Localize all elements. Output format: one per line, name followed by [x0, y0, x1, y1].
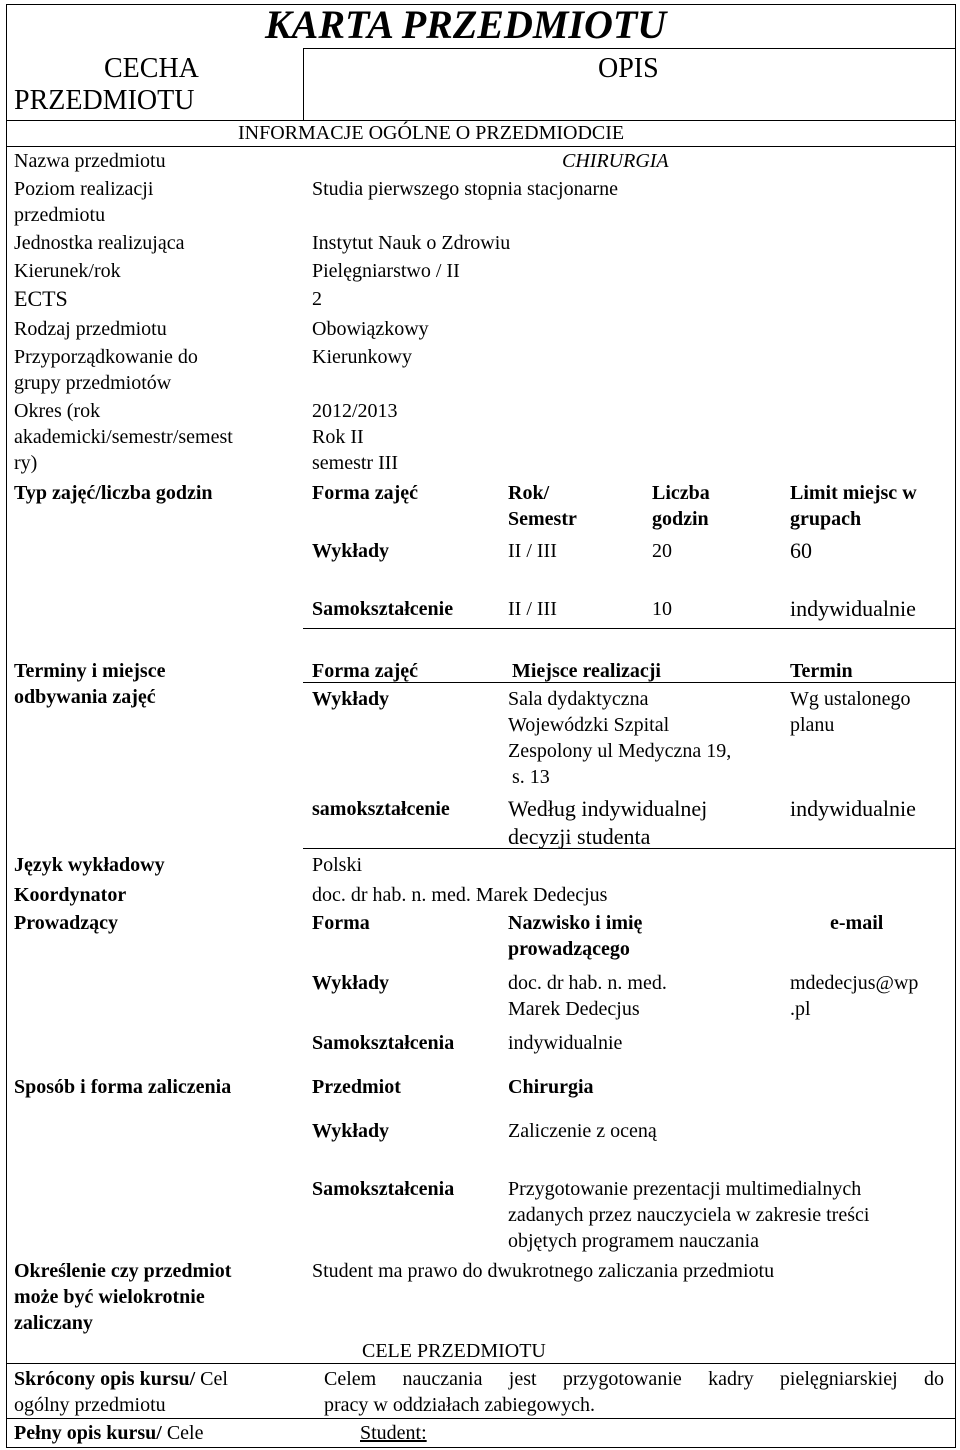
pelny-value: Student: [360, 1422, 427, 1444]
koordynator-value: doc. dr hab. n. med. Marek Dedecjus [312, 884, 608, 906]
prowadzacy-wyklady-forma: Wykłady [312, 972, 390, 994]
przyporzadkowanie-value: Kierunkowy [312, 346, 412, 368]
wielokrotnie-label-2: może być wielokrotnie [14, 1286, 205, 1308]
typ-row-godzin: 20 [652, 540, 672, 562]
typ-row-rok: II / III [508, 598, 557, 620]
section-info-header: INFORMACJE OGÓLNE O PRZEDMIODCIE [238, 122, 625, 144]
kierunek-label: Kierunek/rok [14, 260, 121, 282]
border-right [955, 4, 956, 1448]
typ-header-forma: Forma zajęć [312, 482, 419, 504]
jezyk-label: Język wykładowy [14, 854, 165, 876]
rodzaj-value: Obowiązkowy [312, 318, 429, 340]
typ-row-rok: II / III [508, 540, 557, 562]
terminy-wyklady-miejsce-2: Wojewódzki Szpital [508, 714, 670, 736]
prowadzacy-wyklady-nazwisko-1: doc. dr hab. n. med. [508, 972, 667, 994]
terminy-samo-forma: samokształcenie [312, 798, 450, 820]
wielokrotnie-label-3: zaliczany [14, 1312, 93, 1334]
prowadzacy-header-nazwisko-2: prowadzącego [508, 938, 630, 960]
page-title: KARTA PRZEDMIOTU [265, 2, 667, 47]
sposob-samo-value-2: zadanych przez nauczyciela w zakresie treści [508, 1204, 870, 1226]
header-cecha-2: PRZEDMIOTU [14, 85, 195, 116]
terminy-label-2: odbywania zajęć [14, 686, 156, 708]
terminy-header-forma: Forma zajęć [312, 660, 419, 682]
przyporzadkowanie-label-1: Przyporządkowanie do [14, 346, 198, 368]
pelny-rule [6, 1418, 956, 1419]
skrocony-label [14, 1366, 228, 1392]
title-rule [303, 48, 956, 49]
border-left [6, 4, 7, 1448]
terminy-samo-miejsce-2: decyzji studenta [508, 824, 651, 849]
skrocony-label-rest: Cel [195, 1368, 228, 1390]
okres-value-3: semestr III [312, 452, 399, 474]
jednostka-label: Jednostka realizująca [14, 232, 185, 254]
skrocony-value-1: Celem nauczania jest przygotowanie kadry pielęgniarskiej do [324, 1368, 944, 1390]
prowadzacy-label: Prowadzący [14, 912, 119, 934]
terminy-wyklady-miejsce-4: s. 13 [512, 766, 550, 788]
wielokrotnie-label-1: Określenie czy przedmiot [14, 1260, 232, 1282]
pelny-label-bold: Pełny opis kursu/ [14, 1422, 162, 1444]
skrocony-value-2: pracy w oddziałach zabiegowych. [324, 1394, 595, 1416]
terminy-wyklady-miejsce-3: Zespolony ul Medyczna 19, [508, 740, 732, 762]
terminy-label-1: Terminy i miejsce [14, 660, 166, 682]
typ-header-liczba-2: godzin [652, 508, 709, 530]
sposob-samo-label: Samokształcenia [312, 1178, 455, 1200]
pelny-label-rest: Cele [161, 1422, 204, 1444]
typ-header-rok-2: Semestr [508, 508, 577, 530]
header-opis: OPIS [598, 53, 659, 84]
typ-bottom-rule [303, 628, 956, 629]
terminy-wyklady-forma: Wykłady [312, 688, 390, 710]
terminy-samo-termin: indywidualnie [790, 796, 916, 821]
okres-value-2: Rok II [312, 426, 364, 448]
typ-header-limit-2: grupach [790, 508, 862, 530]
border-bottom [6, 1447, 956, 1448]
skrocony-label-2: ogólny przedmiotu [14, 1394, 166, 1416]
typ-header-limit-1: Limit miejsc w [790, 482, 917, 504]
terminy-wyklady-termin-1: Wg ustalonego [790, 688, 911, 710]
prowadzacy-samo-forma: Samokształcenia [312, 1032, 455, 1054]
terminy-header-termin: Termin [790, 660, 853, 682]
nazwa-label: Nazwa przedmiotu [14, 150, 166, 172]
sposob-samo-value-3: objętych programem nauczania [508, 1230, 759, 1252]
typ-row-godzin: 10 [652, 598, 672, 620]
pelny-label [14, 1420, 203, 1446]
info-rule [6, 146, 956, 147]
rodzaj-label: Rodzaj przedmiotu [14, 318, 167, 340]
typ-header-rok-1: Rok/ [508, 482, 550, 504]
typ-row-forma: Wykłady [312, 540, 390, 562]
cele-header: CELE PRZEDMIOTU [362, 1340, 546, 1362]
typ-row-limit: 60 [790, 538, 812, 563]
header-cecha-1: CECHA [104, 53, 199, 84]
sposob-przedmiot-label: Przedmiot [312, 1076, 401, 1098]
sposob-label: Sposób i forma zaliczenia [14, 1076, 232, 1098]
koordynator-label: Koordynator [14, 884, 127, 906]
wielokrotnie-value: Student ma prawo do dwukrotnego zaliczania przedmiotu [312, 1260, 775, 1282]
prowadzacy-header-nazwisko-1: Nazwisko i imię [508, 912, 643, 934]
jednostka-value: Instytut Nauk o Zdrowiu [312, 232, 511, 254]
typ-zajec-label: Typ zajęć/liczba godzin [14, 482, 213, 504]
nazwa-value: CHIRURGIA [562, 150, 669, 172]
sposob-wyklady-label: Wykłady [312, 1120, 390, 1142]
poziom-label-2: przedmiotu [14, 204, 106, 226]
okres-label-2: akademicki/semestr/semest [14, 426, 233, 448]
sposob-samo-value-1: Przygotowanie prezentacji multimedialnych [508, 1178, 862, 1200]
prowadzacy-samo-nazwisko: indywidualnie [508, 1032, 623, 1054]
sposob-wyklady-value: Zaliczenie z oceną [508, 1120, 657, 1142]
jezyk-value: Polski [312, 854, 363, 876]
skrocony-label-bold: Skrócony opis kursu/ [14, 1368, 196, 1390]
prowadzacy-email-1: mdedecjus@wp [790, 972, 919, 994]
przyporzadkowanie-label-2: grupy przedmiotów [14, 372, 172, 394]
poziom-label-1: Poziom realizacji [14, 178, 154, 200]
prowadzacy-header-forma: Forma [312, 912, 370, 934]
terminy-wyklady-termin-2: planu [790, 714, 835, 736]
prowadzacy-wyklady-nazwisko-2: Marek Dedecjus [508, 998, 640, 1020]
terminy-samo-miejsce-1: Według indywidualnej [508, 796, 708, 821]
ects-value: 2 [312, 288, 322, 310]
kierunek-value: Pielęgniarstwo / II [312, 260, 460, 282]
typ-row-limit: indywidualnie [790, 596, 916, 621]
typ-row-forma: Samokształcenie [312, 598, 454, 620]
ects-label: ECTS [14, 286, 68, 311]
header-divider [303, 48, 304, 120]
okres-label-1: Okres (rok [14, 400, 101, 422]
sposob-przedmiot-value: Chirurgia [508, 1076, 594, 1098]
okres-label-3: ry) [14, 452, 38, 474]
terminy-wyklady-miejsce-1: Sala dydaktyczna [508, 688, 649, 710]
terminy-header-miejsce: Miejsce realizacji [512, 660, 661, 682]
prowadzacy-header-email: e-mail [830, 912, 884, 934]
prowadzacy-email-2: .pl [790, 998, 811, 1020]
typ-header-liczba-1: Liczba [652, 482, 710, 504]
okres-value-1: 2012/2013 [312, 400, 398, 422]
poziom-value: Studia pierwszego stopnia stacjonarne [312, 178, 619, 200]
